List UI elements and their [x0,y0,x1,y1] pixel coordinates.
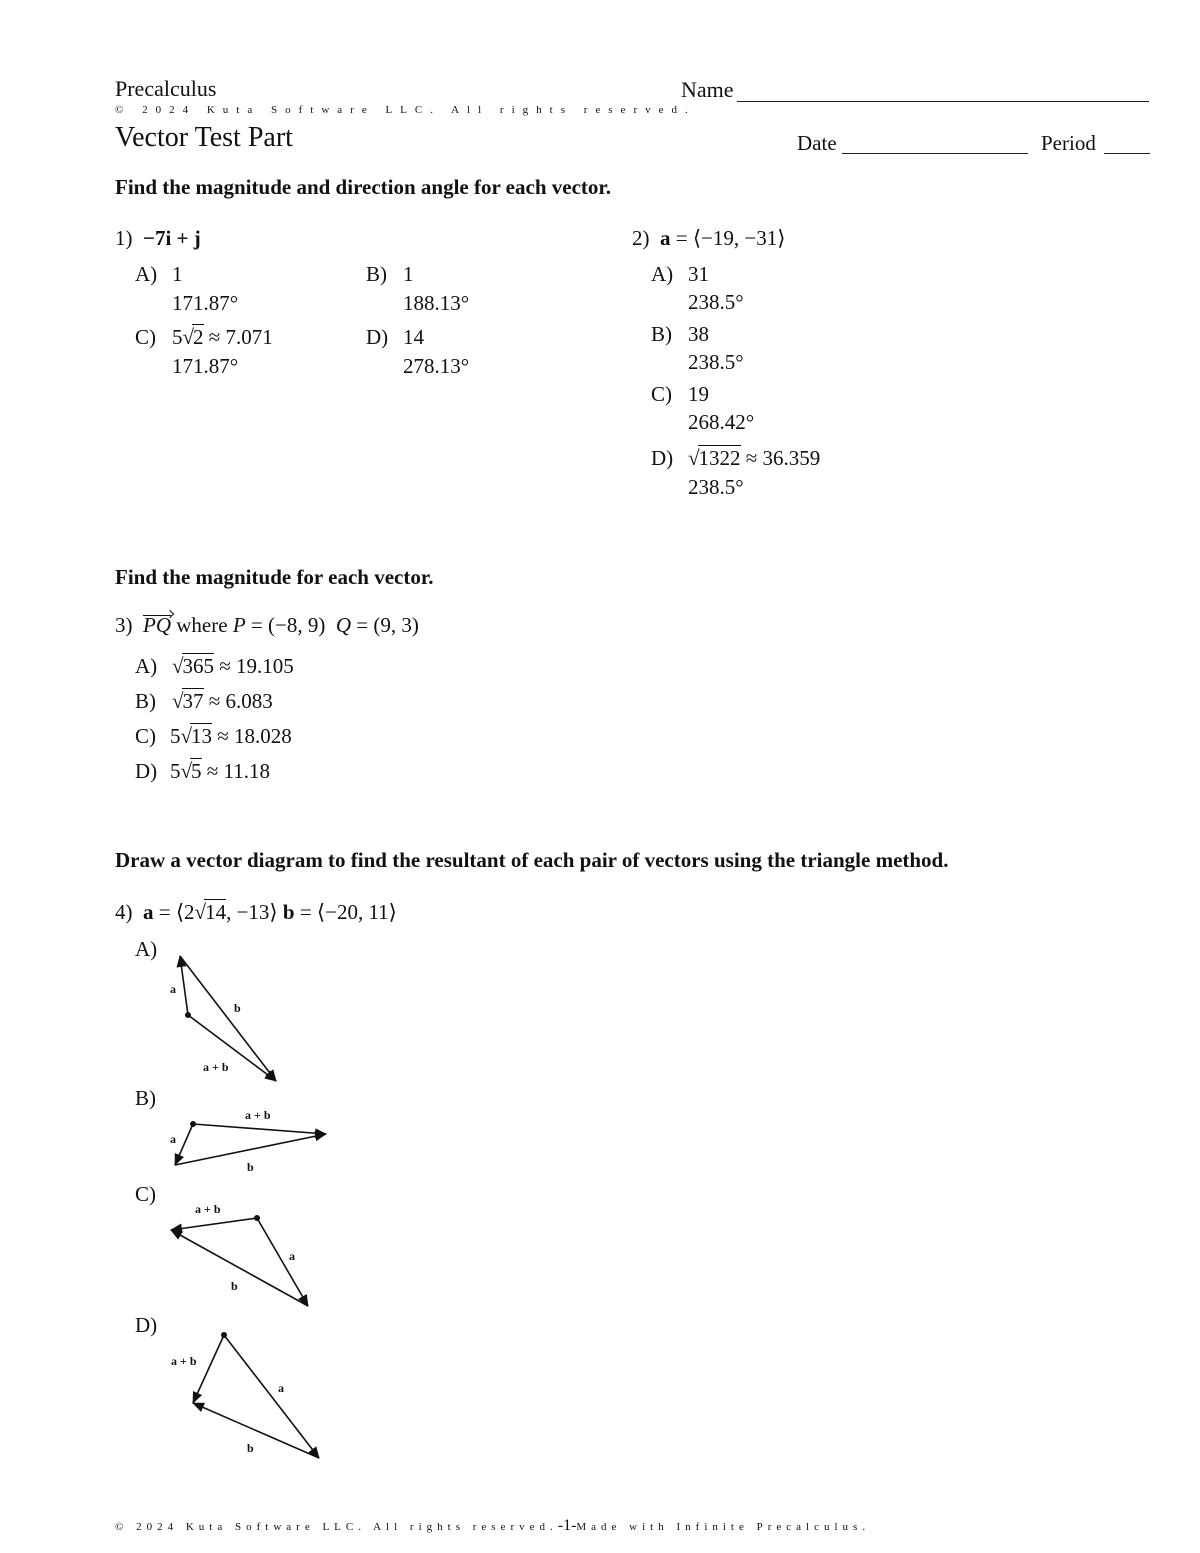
label-a-plus-b: a + b [171,1354,197,1368]
question-number: 1) [115,226,133,250]
vector-resultant [193,1335,224,1403]
choice-angle: 278.13° [403,354,470,378]
copyright-header: © 2024 Kuta Software LLC. All rights reserved. [115,104,696,116]
name-label: Name [681,77,734,102]
choice-magnitude: 14 [403,325,424,349]
question-3: 3) PQ where P = (−8, 9) Q = (9, 3) [115,613,419,637]
question-expression: −7i + j [143,226,201,250]
choice-angle: 188.13° [403,291,470,315]
section2-instruction: Find the magnitude for each vector. [115,565,434,589]
question-number: 3) [115,613,133,637]
choice-label[interactable]: C) [135,724,156,748]
choice-label[interactable]: B) [366,262,387,286]
worksheet-title: Vector Test Part [115,122,293,153]
section3-instruction: Draw a vector diagram to find the resultant of each pair of vectors using the triangle method. [115,848,949,872]
choice-magnitude: 38 [688,322,709,346]
choice-label[interactable]: A) [135,262,158,286]
choice-label[interactable]: B) [135,1086,156,1110]
choice-angle: 268.42° [688,410,755,434]
radical-icon: √ [182,325,195,349]
choice-label[interactable]: A) [651,262,674,286]
choice-label[interactable]: C) [135,325,156,349]
date-label: Date [797,131,837,155]
vector-a [224,1335,319,1458]
vector-b [193,1403,319,1458]
section1-instruction: Find the magnitude and direction angle for each vector. [115,175,612,199]
choice-magnitude: 1 [172,262,183,286]
choice-label[interactable]: C) [135,1182,156,1206]
period-label: Period [1041,131,1096,155]
choice-magnitude: 31 [688,262,709,286]
course-name: Precalculus [115,76,217,101]
radical-icon: √ [172,689,184,713]
label-b: b [234,1001,241,1015]
choice-magnitude: √1322 ≈ 36.359 [688,446,821,470]
choice-angle: 238.5° [688,290,744,314]
choice-value: 5√5 ≈ 11.18 [170,759,271,783]
choice-label[interactable]: B) [651,322,672,346]
label-a-plus-b: a + b [195,1202,221,1216]
choice-label[interactable]: A) [135,654,158,678]
choice-label[interactable]: C) [651,382,672,406]
choice-magnitude: 19 [688,382,709,406]
footer-copyright: © 2024 Kuta Software LLC. All rights reserved. [115,1521,558,1533]
choice-value: 5√13 ≈ 18.028 [170,724,292,748]
vector-pq: PQ [143,613,171,637]
vector-origin-dot [221,1332,227,1338]
page-number: -1- [557,1517,577,1534]
label-b: b [247,1441,254,1455]
choice-angle: 238.5° [688,350,744,374]
question-number: 2) [632,226,650,250]
radical-icon: √ [194,900,207,924]
choice-label[interactable]: D) [651,446,674,470]
label-a-plus-b: a + b [203,1060,229,1074]
choice-label[interactable]: D) [135,1313,158,1337]
radical-icon: √ [172,654,184,678]
radical-icon: √ [688,446,700,470]
radical-icon: √ [180,759,193,783]
choice-magnitude: 5√2 ≈ 7.071 [172,325,273,349]
question-number: 4) [115,900,133,924]
question-2: 2) a = ⟨−19, −31⟩ [632,226,786,250]
choice-magnitude: 1 [403,262,414,286]
label-a-plus-b: a + b [245,1108,271,1122]
label-a: a [289,1249,295,1263]
footer [115,1517,870,1535]
footer-made-with: Made with Infinite Precalculus. [576,1521,871,1533]
choice-value: √37 ≈ 6.083 [172,689,273,713]
choice-angle: 171.87° [172,354,239,378]
question-4: 4) a = ⟨2√14, −13⟩ b = ⟨−20, 11⟩ [115,900,397,924]
label-b: b [247,1160,254,1174]
label-b: b [231,1279,238,1293]
label-a: a [278,1381,284,1395]
choice-label[interactable]: D) [366,325,389,349]
choice-angle: 238.5° [688,475,744,499]
radical-icon: √ [180,724,193,748]
choice-angle: 171.87° [172,291,239,315]
choice-label[interactable]: B) [135,689,156,713]
label-a: a [170,1132,176,1146]
choice-label[interactable]: A) [135,937,158,961]
label-a: a [170,982,176,996]
choice-label[interactable]: D) [135,759,158,783]
choice-value: √365 ≈ 19.105 [172,654,294,678]
